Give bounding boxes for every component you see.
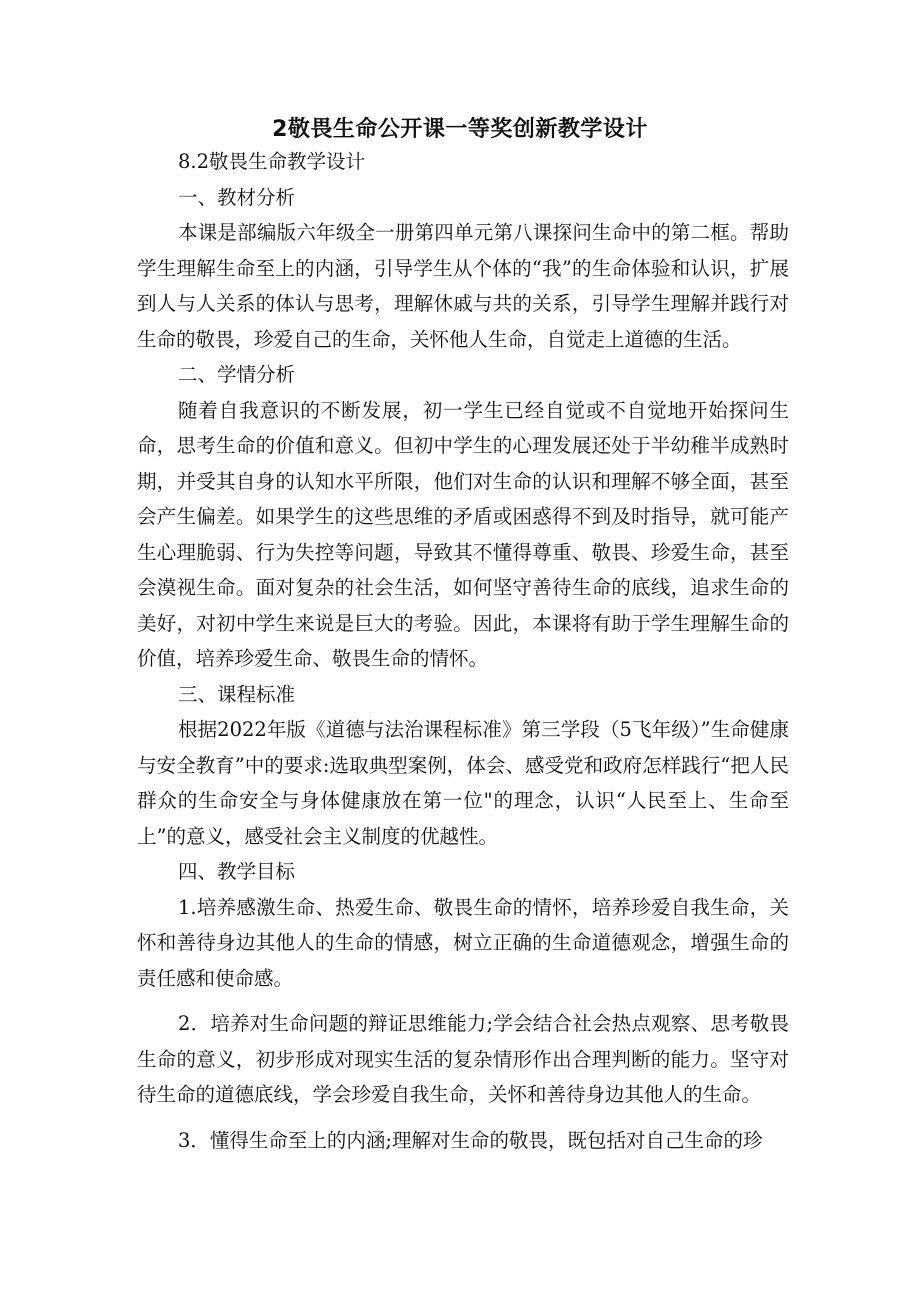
section-heading-learner-analysis: 二、学情分析 xyxy=(178,363,296,386)
paragraph-learner-analysis: 随着自我意识的不断发展，初一学生已经自觉或不自觉地开始探问生命，思考生命的价值和意义。但初中学生的心理发展还处于半幼稚半成熟时期，并受其自身的认知水平所限，他们对生命的认识和理解不够全面，甚至会产生偏差。如果学生的这些思维的矛盾或困惑得不到及时指导，就可能产生心理脆弱、行为失控等问题，导致其不懂得尊重、敬畏、珍爱生命，甚至会漠视生命。面对复杂的社会生活，如何坚守善待生命的底线，追求生命的美好，对初中学生来说是巨大的考验。因此，本课将有助于学生理解生命的价值，培养珍爱生命、敬畏生命的情怀。 xyxy=(137,398,789,670)
paragraph-curriculum-standard: 根据2022年版《道德与法治课程标准》第三学段（5飞年级）”生命健康与安全教育”中的要求:选取典型案例，体会、感受党和政府怎样践行“把人民群众的生命安全与身体健康放在第一位"的理念，认识“人民至上、生命至上”的意义，感受社会主义制度的优越性。 xyxy=(137,718,789,848)
section-heading-curriculum-standard: 三、课程标准 xyxy=(178,682,296,706)
paragraph-textbook-analysis: 本课是部编版六年级全一册第四单元第八课探问生命中的第二框。帮助学生理解生命至上的内涵，引导学生从个体的“我”的生命体验和认识，扩展到人与人关系的体认与思考，理解休戚与共的关系，引导学生理解并践行对生命的敬畏，珍爱自己的生命，关怀他人生命，自觉走上道德的生活。 xyxy=(137,221,789,351)
section-heading-textbook-analysis: 一、教材分析 xyxy=(178,185,296,209)
section-heading-teaching-goals: 四、教学目标 xyxy=(178,860,296,883)
document-body xyxy=(137,144,789,1158)
document-subtitle: 8.2敬畏生命教学设计 xyxy=(178,150,366,173)
teaching-goal-1: 1.培养感激生命、热爱生命、敬畏生命的情怀，培养珍爱自我生命，关怀和善待身边其他人的生命的情感，树立正确的生命道德观念，增强生命的责任感和使命感。 xyxy=(137,895,789,990)
teaching-goal-2: 2．培养对生命问题的辩证思维能力;学会结合社会热点观察、思考敬畏生命的意义，初步形成对现实生活的复杂情形作出合理判断的能力。坚守对待生命的道德底线，学会珍爱自我生命，关怀和善待身边其他人的生命。 xyxy=(137,1012,789,1106)
teaching-goal-3: 3．懂得生命至上的内涵;理解对生命的敬畏，既包括对自己生命的珍 xyxy=(178,1128,763,1152)
document-title: 2敬畏生命公开课一等奖创新教学设计 xyxy=(272,117,648,142)
